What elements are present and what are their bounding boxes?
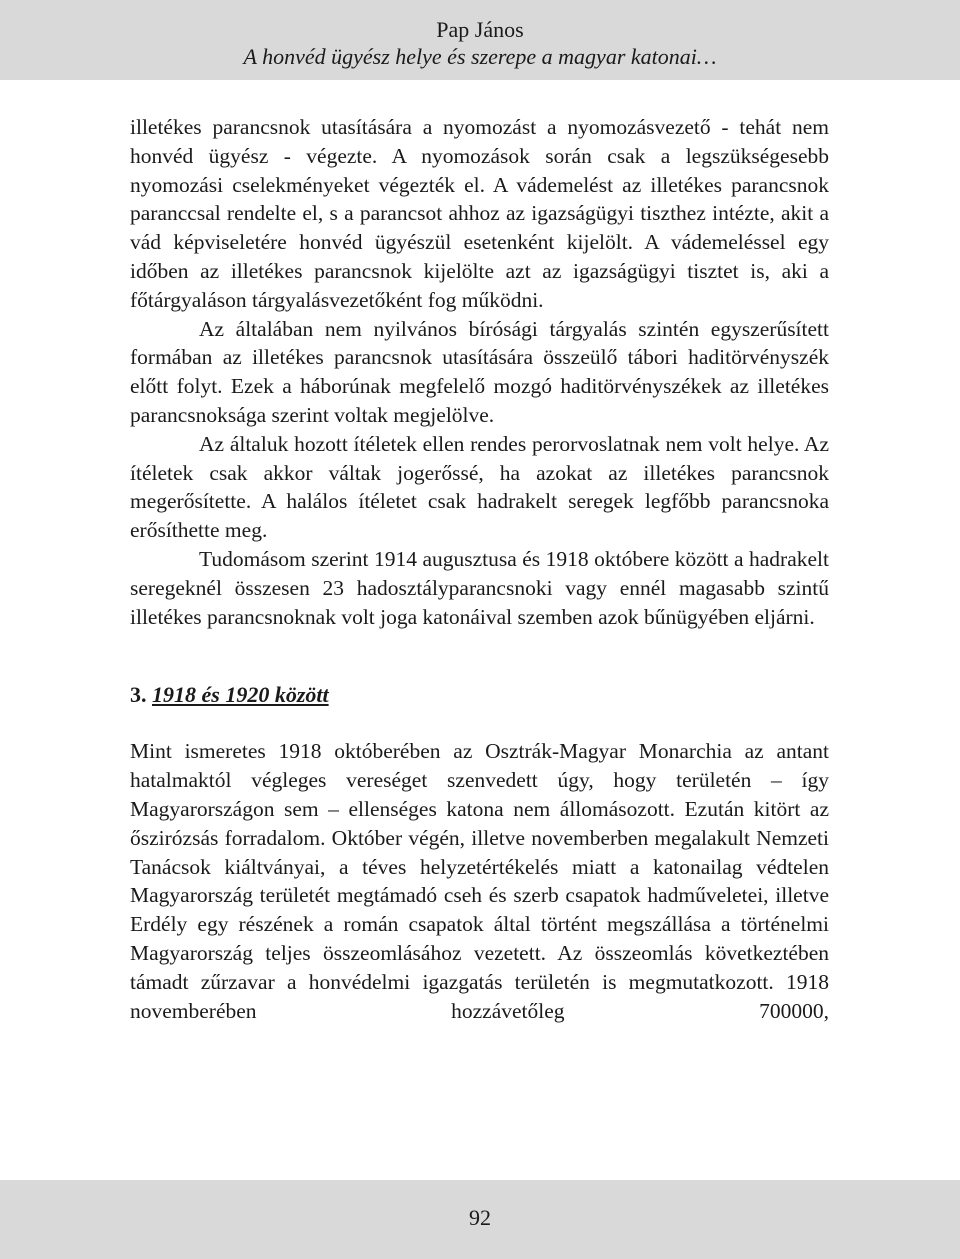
header-subtitle: A honvéd ügyész helye és szerepe a magyar katonai…: [243, 44, 717, 69]
body-paragraph: Tudomásom szerint 1914 augusztusa és 1918 októbere között a hadrakelt seregeknél összesen 23 hadosztályparancsnoki vagy ennél magasabb szintű illetékes parancsnoknak volt joga katonáival szemben azok bűnügyében eljárni.: [130, 546, 829, 629]
page-number: 92: [469, 1205, 491, 1230]
body-paragraph: Az általuk hozott ítéletek ellen rendes perorvoslatnak nem volt helye. Az ítéletek csak akkor váltak jogerőssé, ha azokat az illetékes parancsnok megerősítette. A halálos ítéletet csak hadrakelt seregek legfőbb parancsnoka erősíthette meg.: [130, 431, 829, 543]
section-paragraph: Mint ismeretes 1918 októberében az Osztrák-Magyar Monarchia az antant hatalmaktól végleges vereséget szenvedett úgy, hogy területén – így Magyarországon sem – ellenséges katona nem állomásozott. Ezután kitört az őszirózsás forradalom. Október végén, illetve novemberben megalakult Nemzeti Tanácsok kiáltványai, a téves helyzetértékelés miatt a katonailag védtelen Magyarország területét megtámadó cseh és szerb csapatok hadműveletei, illetve Erdély egy részének a román csapatok által történt megszállása a történelmi Magyarország teljes összeomlásához vezetett. Az összeomlás következtében támadt zűrzavar a honvédelmi igazgatás területén is megmutatkozott. 1918 novemberében hozzávetőleg 700000,: [130, 739, 829, 1023]
body-paragraph: Az általában nem nyilvános bírósági tárgyalás szintén egyszerűsített formában az illetékes parancsnok utasítására összeülő tábori haditörvényszék előtt folyt. Ezek a háborúnak megfelelő mozgó haditörvényszékek az illetékes parancsnoksága szerint voltak megjelölve.: [130, 316, 829, 427]
body-paragraph: illetékes parancsnok utasítására a nyomozást a nyomozásvezető - tehát nem honvéd ügyész - végezte. A nyomozások során csak a legszükségesebb nyomozási cselekményeket végezték el. A vádemelést az illetékes parancsnok paranccsal rendelte el, s a parancsot ahhoz az igazságügyi tiszthez intézte, akit a vád képviseletére honvéd ügyészül esetenként kijelölt. A vádemeléssel egy időben az illetékes parancsnok kijelölte azt az igazságügyi tisztet is, aki a főtárgyaláson tárgyalásvezetőként fog működni.: [130, 115, 829, 312]
section-number: 3.: [130, 682, 147, 708]
section-title: 1918 és 1920 között: [152, 682, 329, 708]
page-header: [0, 0, 960, 80]
page-footer: [0, 1180, 960, 1259]
section-heading: [130, 680, 829, 710]
page-body: [130, 113, 829, 1025]
header-author: Pap János: [436, 17, 524, 42]
